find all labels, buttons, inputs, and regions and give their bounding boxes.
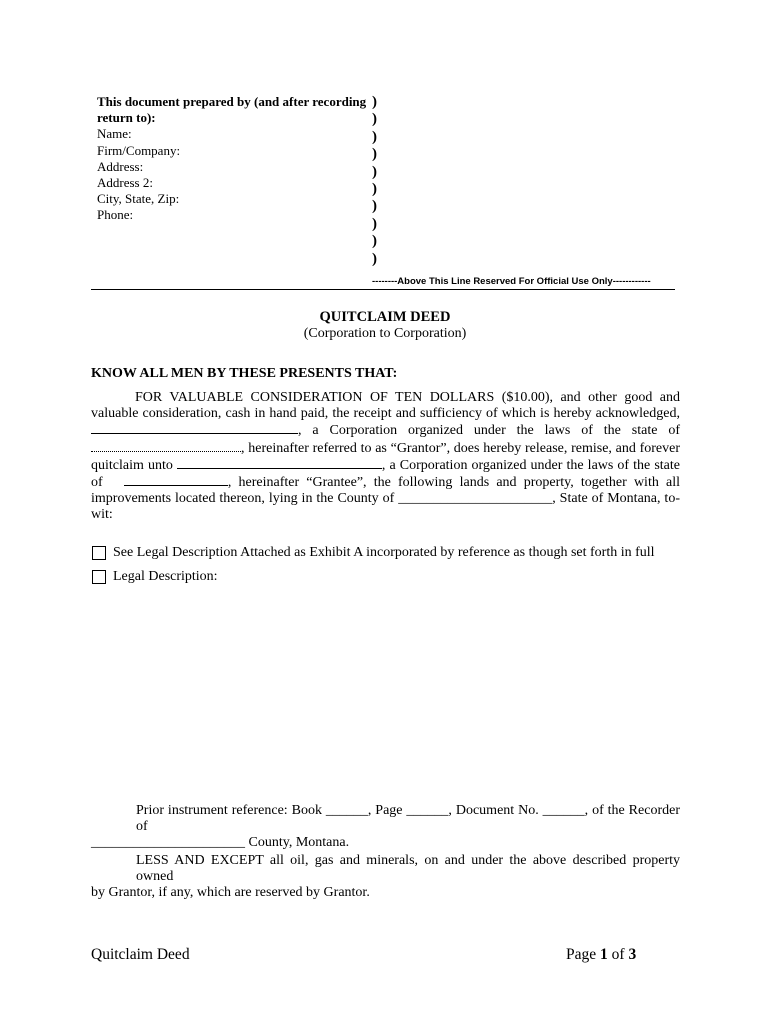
bracket: ) bbox=[372, 181, 377, 198]
bracket: ) bbox=[372, 146, 377, 163]
field-city-state-zip-label: City, State, Zip: bbox=[97, 191, 180, 207]
county-blank[interactable]: ______________________ bbox=[398, 491, 553, 507]
field-name-label: Name: bbox=[97, 126, 132, 142]
exhibit-a-checkbox[interactable] bbox=[92, 546, 106, 560]
page-word: Page bbox=[566, 946, 597, 963]
consideration-paragraph bbox=[91, 390, 680, 524]
consideration-line: , a Corporation organized under the laws of the state of bbox=[298, 423, 680, 439]
grantor-name-blank[interactable] bbox=[91, 422, 298, 434]
preparer-block bbox=[97, 94, 366, 224]
field-phone-label: Phone: bbox=[97, 207, 134, 223]
footer-document-name: Quitclaim Deed bbox=[91, 946, 190, 963]
consideration-line: , a Corporation organized under the laws of the state bbox=[381, 457, 680, 473]
prior-instrument-paragraph bbox=[91, 803, 680, 852]
field-firm-label: Firm/Company: bbox=[97, 142, 181, 158]
bracket: ) bbox=[372, 198, 377, 215]
total-pages: 3 bbox=[628, 946, 637, 963]
legal-description-checkbox[interactable] bbox=[92, 570, 106, 584]
bracket: ) bbox=[372, 94, 377, 110]
bracket: ) bbox=[372, 111, 377, 128]
document-title: QUITCLAIM DEED bbox=[319, 309, 451, 325]
bracket: ) bbox=[372, 215, 377, 232]
recording-divider bbox=[91, 289, 675, 290]
current-page: 1 bbox=[600, 946, 608, 963]
exhibit-a-label: See Legal Description Attached as Exhibit A incorporated by reference as though set forth in full bbox=[113, 545, 655, 560]
consideration-line: FOR VALUABLE CONSIDERATION OF TEN DOLLARS ($10.00), and other good and bbox=[135, 390, 680, 405]
bracket: ) bbox=[372, 163, 377, 180]
field-address-label: Address: bbox=[97, 158, 144, 174]
consideration-line: quitclaim unto bbox=[91, 457, 173, 473]
grantee-state-blank[interactable] bbox=[124, 474, 228, 486]
footer-page-number bbox=[566, 946, 636, 964]
bracket-column bbox=[372, 94, 377, 268]
know-all-men-heading: KNOW ALL MEN BY THESE PRESENTS THAT: bbox=[91, 366, 398, 381]
consideration-line: improvements located thereon, lying in the County of bbox=[91, 491, 395, 507]
field-address2-label: Address 2: bbox=[97, 175, 153, 191]
consideration-line: wit: bbox=[91, 507, 113, 523]
consideration-line: of bbox=[91, 475, 103, 491]
grantee-name-blank[interactable] bbox=[177, 457, 382, 469]
bracket: ) bbox=[372, 128, 377, 145]
less-and-except-line: LESS AND EXCEPT all oil, gas and minerals, on and under the above described property owned bbox=[136, 853, 680, 885]
reserved-note: --------Above This Line Reserved For Official Use Only------------ bbox=[372, 276, 651, 287]
less-and-except-line: by Grantor, if any, which are reserved by Grantor. bbox=[91, 885, 370, 901]
less-and-except-paragraph bbox=[91, 853, 680, 902]
consideration-line: , hereinafter referred to as “Grantor”, does hereby release, remise, and forever bbox=[241, 440, 680, 456]
preparer-heading-line1: This document prepared by (and after recording bbox=[97, 94, 367, 109]
of-word: of bbox=[611, 946, 625, 963]
consideration-line: , State of Montana, to- bbox=[552, 491, 680, 507]
consideration-line: , hereinafter “Grantee”, the following lands and property, together with all bbox=[227, 475, 680, 491]
grantor-state-blank[interactable] bbox=[91, 440, 241, 452]
legal-description-label: Legal Description: bbox=[113, 569, 218, 584]
document-subtitle: (Corporation to Corporation) bbox=[303, 326, 467, 341]
prior-instrument-line: Prior instrument reference: Book ______, Page ______, Document No. ______, of the Recorder of bbox=[136, 803, 680, 835]
consideration-line: valuable consideration, cash in hand paid, the receipt and sufficiency of which is hereby acknowledged, bbox=[91, 406, 680, 422]
bracket: ) bbox=[372, 250, 377, 267]
preparer-heading-line2: return to): bbox=[97, 110, 156, 126]
bracket: ) bbox=[372, 233, 377, 250]
prior-instrument-line: ______________________ County, Montana. bbox=[91, 835, 350, 851]
